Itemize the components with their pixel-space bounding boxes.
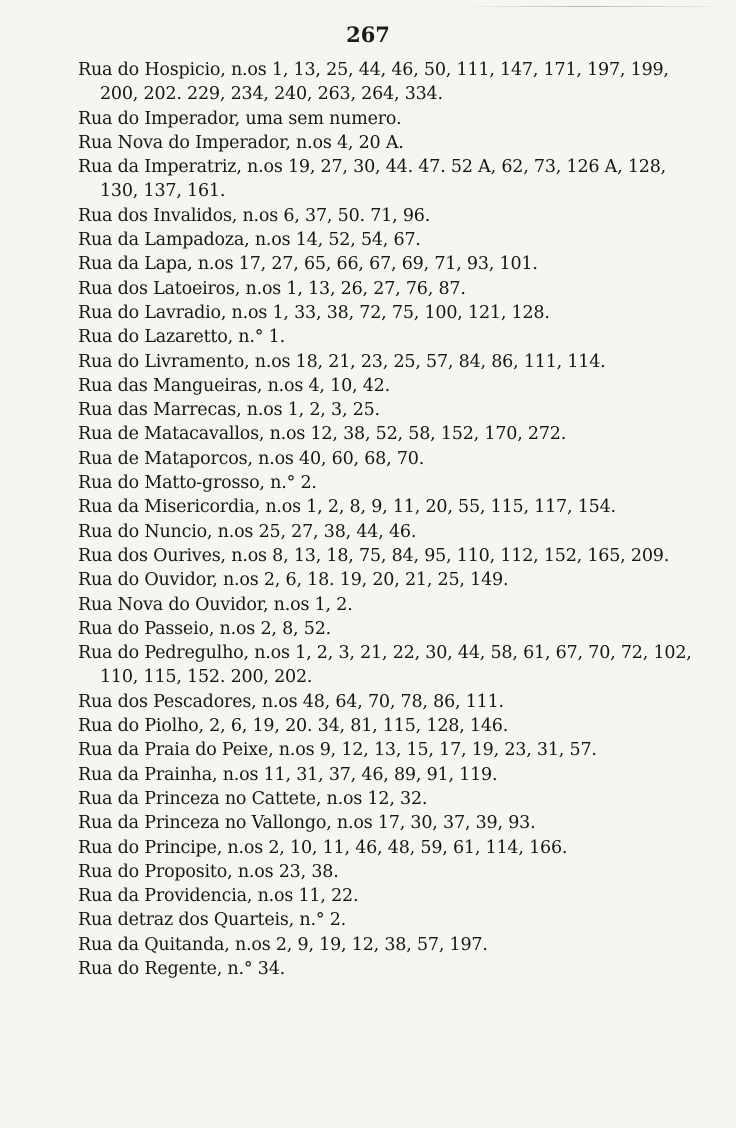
street-entry: Rua de Matacavallos, n.os 12, 38, 52, 58, 152, 170, 272. <box>78 424 567 445</box>
street-entry: Rua do Nuncio, n.os 25, 27, 38, 44, 46. <box>78 521 417 542</box>
street-entry: Rua dos Pescadores, n.os 48, 64, 70, 78, 86, 111. <box>78 691 504 712</box>
street-entry: Rua das Mangueiras, n.os 4, 10, 42. <box>78 375 390 396</box>
street-entry: Rua do Lazaretto, n.° 1. <box>78 327 285 348</box>
street-entry: Rua do Matto-grosso, n.° 2. <box>78 473 317 494</box>
street-entry: Rua dos Ourives, n.os 8, 13, 18, 75, 84, 95, 110, 112, 152, 165, 209. <box>78 545 670 566</box>
street-entry: Rua do Proposito, n.os 23, 38. <box>78 861 339 882</box>
street-entry: Rua da Quitanda, n.os 2, 9, 19, 12, 38, 57, 197. <box>78 934 488 955</box>
street-entry: Rua do Ouvidor, n.os 2, 6, 18. 19, 20, 21, 25, 149. <box>78 570 509 591</box>
street-entry: Rua da Praia do Peixe, n.os 9, 12, 13, 15, 17, 19, 23, 31, 57. <box>78 740 597 761</box>
street-entry: Rua da Prainha, n.os 11, 31, 37, 46, 89, 91, 119. <box>78 764 498 785</box>
street-entry: Rua da Providencia, n.os 11, 22. <box>78 886 359 907</box>
street-entry: Rua da Misericordia, n.os 1, 2, 8, 9, 11, 20, 55, 115, 117, 154. <box>78 497 616 518</box>
street-entry: Rua detraz dos Quarteis, n.° 2. <box>78 910 347 931</box>
street-entry: Rua dos Invalidos, n.os 6, 37, 50. 71, 96. <box>78 205 431 226</box>
street-entry: Rua de Mataporcos, n.os 40, 60, 68, 70. <box>78 448 425 469</box>
street-entry: Rua da Imperatriz, n.os 19, 27, 30, 44. 47. 52 A, 62, 73, 126 A, 128, 130, 137, 161. <box>78 157 667 202</box>
page-number: 267 <box>346 22 390 47</box>
street-list <box>78 58 698 981</box>
scan-artifact-line <box>460 6 710 7</box>
street-entry: Rua do Piolho, 2, 6, 19, 20. 34, 81, 115, 128, 146. <box>78 716 509 737</box>
street-entry: Rua do Pedregulho, n.os 1, 2, 3, 21, 22, 30, 44, 58, 61, 67, 70, 72, 102, 110, 115, 152. 200, 202. <box>78 643 692 688</box>
street-entry: Rua da Lampadoza, n.os 14, 52, 54, 67. <box>78 230 421 251</box>
street-entry: Rua do Livramento, n.os 18, 21, 23, 25, 57, 84, 86, 111, 114. <box>78 351 606 372</box>
street-entry: Rua da Lapa, n.os 17, 27, 65, 66, 67, 69, 71, 93, 101. <box>78 254 538 275</box>
street-entry: Rua do Passeio, n.os 2, 8, 52. <box>78 618 332 639</box>
street-entry: Rua Nova do Imperador, n.os 4, 20 A. <box>78 132 404 153</box>
street-entry: Rua do Lavradio, n.os 1, 33, 38, 72, 75, 100, 121, 128. <box>78 302 550 323</box>
street-entry: Rua do Imperador, uma sem numero. <box>78 108 402 129</box>
street-entry: Rua do Principe, n.os 2, 10, 11, 46, 48, 59, 61, 114, 166. <box>78 837 568 858</box>
street-entry: Rua Nova do Ouvidor, n.os 1, 2. <box>78 594 353 615</box>
street-entry: Rua do Hospicio, n.os 1, 13, 25, 44, 46, 50, 111, 147, 171, 197, 199, 200, 202. 229, 234, 240, 263, 264, 334. <box>78 60 669 105</box>
street-entry: Rua da Princeza no Cattete, n.os 12, 32. <box>78 788 428 809</box>
street-entry: Rua das Marrecas, n.os 1, 2, 3, 25. <box>78 400 380 421</box>
street-entry: Rua da Princeza no Vallongo, n.os 17, 30, 37, 39, 93. <box>78 813 536 834</box>
street-entry: Rua dos Latoeiros, n.os 1, 13, 26, 27, 76, 87. <box>78 278 466 299</box>
street-entry: Rua do Regente, n.° 34. <box>78 958 285 979</box>
